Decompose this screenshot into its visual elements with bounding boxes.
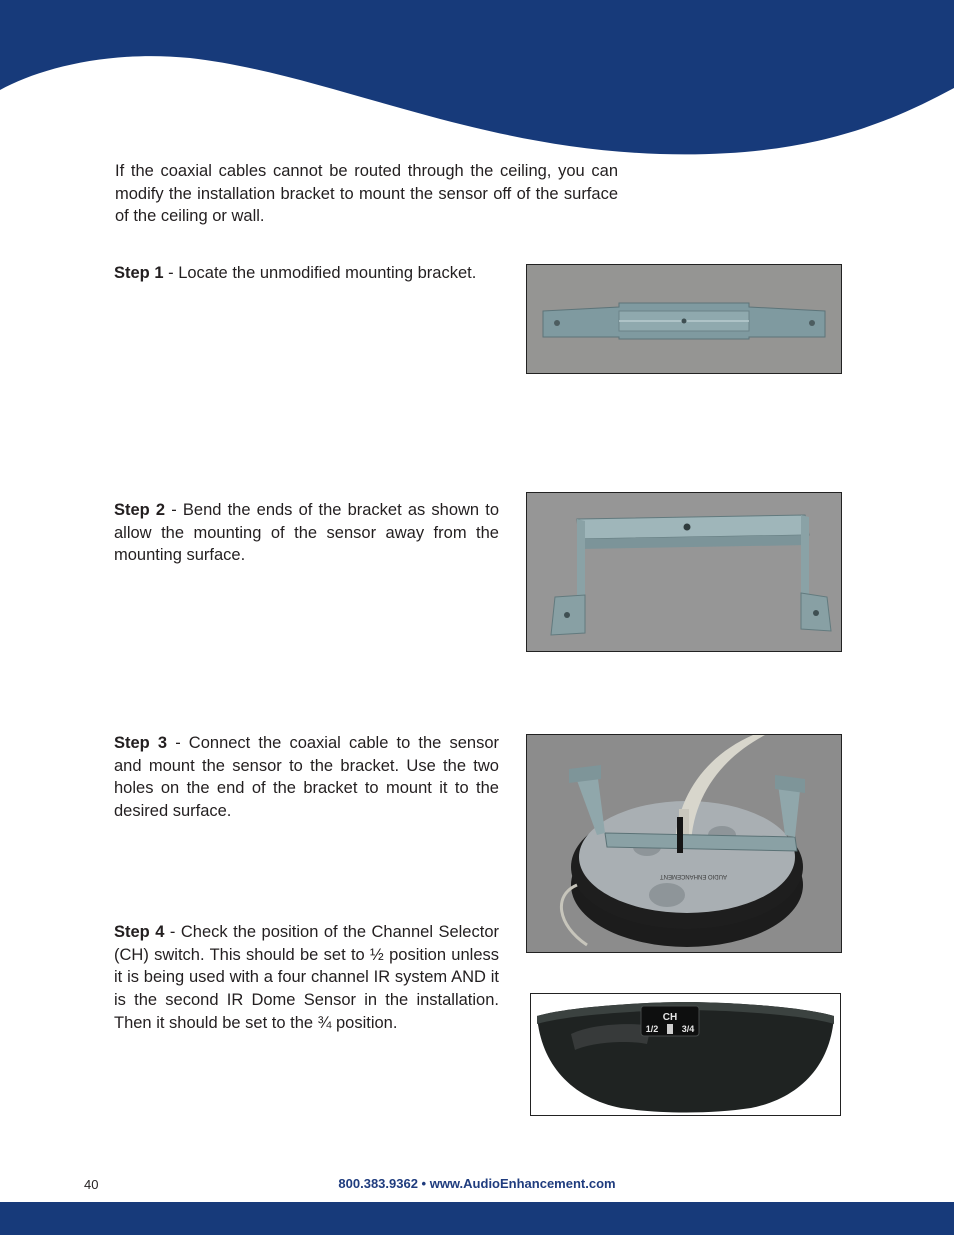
step-2-text: [114, 499, 499, 567]
page-title: Installation: [54, 70, 229, 111]
switch-title-text: CH: [662, 1012, 678, 1023]
step-3-text: [114, 732, 499, 823]
mounted-sensor-photo: [526, 734, 842, 953]
switch-right-text: 3/4: [681, 1024, 695, 1034]
step-1-body: - Locate the unmodified mounting bracket.: [163, 264, 477, 282]
sensor-label-text: AUDIO ENHANCEMENT: [659, 873, 727, 879]
flat-bracket-photo: [526, 264, 842, 374]
intro-paragraph: If the coaxial cables cannot be routed through the ceiling, you can modify the installation bracket to mount the sensor off of the surface of the ceiling or wall.: [115, 162, 618, 226]
bent-bracket-photo: [526, 492, 842, 652]
step-2-label: Step 2: [114, 501, 166, 519]
step-4-text: [114, 921, 499, 1035]
page-number: 40: [84, 1177, 99, 1192]
switch-left-text: 1/2: [645, 1024, 659, 1034]
channel-switch-photo: [530, 993, 841, 1116]
step-4-body: - Check the position of the Channel Selector (CH) switch. This should be set to ½ position unless it is being used with a four channel IR system AND it is the second IR Dome Sensor in the installation. Then it should be set to the ¾ position.: [114, 923, 499, 1032]
step-1-text: [114, 262, 499, 285]
footer-bar: [0, 1202, 954, 1235]
footer-contact: 800.383.9362 • www.AudioEnhancement.com: [338, 1176, 616, 1191]
step-2-body: - Bend the ends of the bracket as shown to allow the mounting of the sensor away from the mounting surface.: [114, 501, 499, 565]
step-1-label: Step 1: [114, 264, 164, 282]
step-3-label: Step 3: [114, 734, 168, 752]
step-4-label: Step 4: [114, 923, 165, 941]
step-3-body: - Connect the coaxial cable to the sensor and mount the sensor to the bracket. Use the two holes on the end of the bracket to mount it to the desired surface.: [114, 734, 499, 821]
